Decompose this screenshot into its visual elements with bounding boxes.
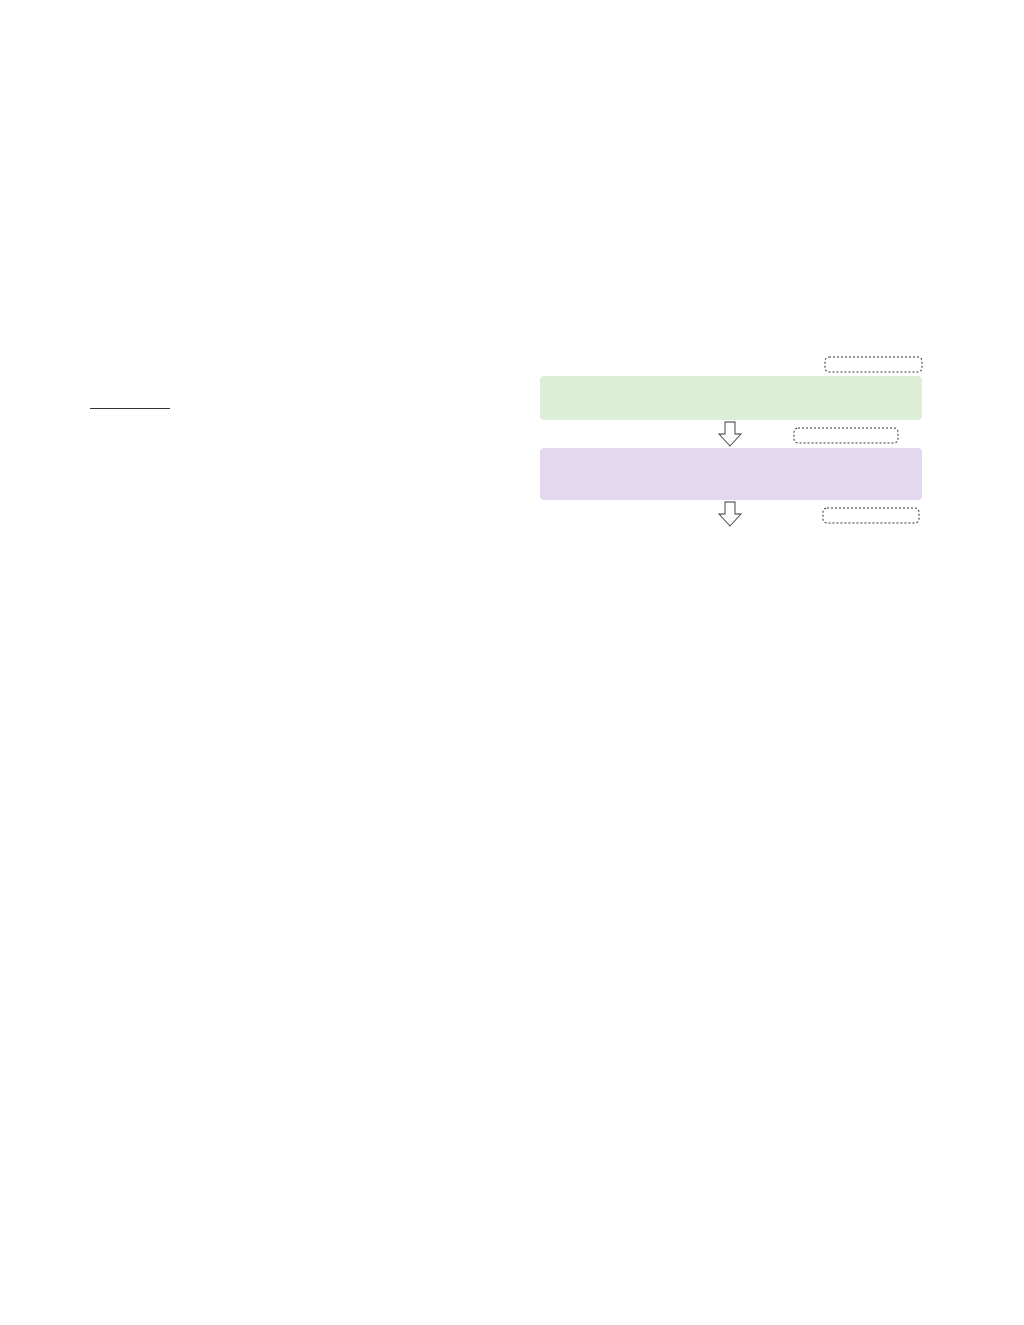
label-structured-logs-box bbox=[823, 508, 919, 523]
arrow-log-generation bbox=[719, 422, 741, 446]
intro-heading bbox=[90, 378, 494, 396]
footnote-rule bbox=[90, 408, 170, 409]
label-log-messages-box bbox=[794, 428, 898, 443]
figure-1 bbox=[532, 356, 936, 628]
messages-box bbox=[540, 448, 922, 500]
arrow-log-parsing bbox=[719, 502, 741, 526]
label-logging-statement-box bbox=[825, 357, 922, 372]
left-column bbox=[90, 356, 494, 413]
statement-box bbox=[540, 376, 922, 420]
arxiv-stamp bbox=[22, 350, 62, 950]
